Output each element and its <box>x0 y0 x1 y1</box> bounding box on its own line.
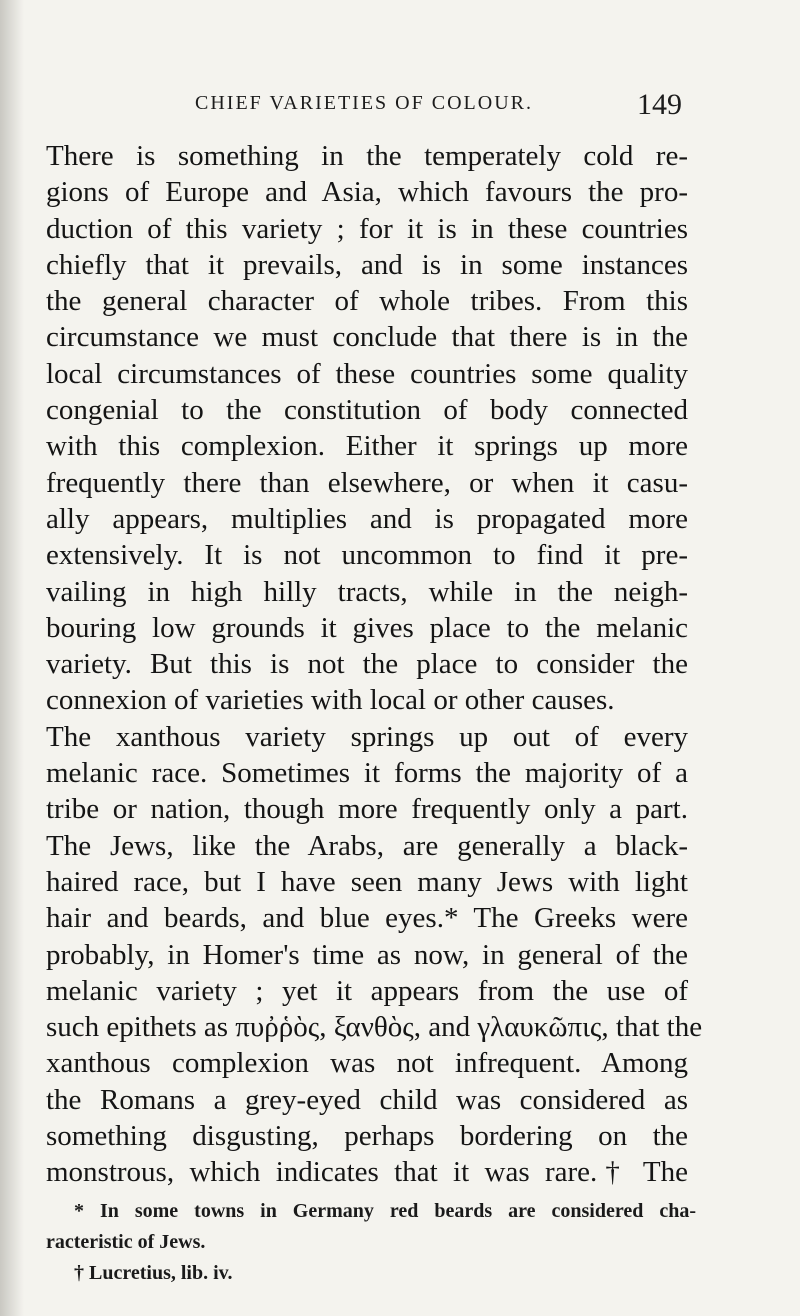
text-line: melanic variety ; yet it appears from the use of <box>46 974 688 1007</box>
text-line: extensively. It is not uncommon to find it pre- <box>46 539 688 572</box>
running-title: CHIEF VARIETIES OF COLOUR. <box>195 92 533 114</box>
text-line: melanic race. Sometimes it forms the majority of a <box>46 757 688 790</box>
text-line: bouring low grounds it gives place to the melanic <box>46 611 688 644</box>
page-number: 149 <box>637 88 682 121</box>
body-text <box>46 138 703 1191</box>
text-line: haired race, but I have seen many Jews with light <box>46 865 688 898</box>
text-line: frequently there than elsewhere, or when it casu- <box>46 466 688 499</box>
text-line: xanthous complexion was not infrequent. Among <box>46 1047 688 1080</box>
text-line: chiefly that it prevails, and is in some instances <box>46 248 688 281</box>
text-line: circumstance we must conclude that there is in the <box>46 321 688 354</box>
text-line: There is something in the temperately cold re- <box>46 140 688 172</box>
footnote-line: * In some towns in Germany red beards are considered cha- <box>74 1200 696 1222</box>
text-line: connexion of varieties with local or other causes. <box>46 684 615 717</box>
text-line: the Romans a grey-eyed child was considered as <box>46 1083 688 1116</box>
text-line: congenial to the constitution of body connected <box>46 394 688 427</box>
text-line: The xanthous variety springs up out of every <box>46 720 688 753</box>
text-line: the general character of whole tribes. From this <box>46 285 688 318</box>
footnote-line: racteristic of Jews. <box>46 1231 206 1253</box>
text-line: something disgusting, perhaps bordering on the <box>46 1120 688 1153</box>
text-line: gions of Europe and Asia, which favours the pro- <box>46 176 688 209</box>
text-line: such epithets as πυῤῥὸς, ξανθὸς, and γλαυκῶπις, that the <box>46 1011 703 1044</box>
text-line: hair and beards, and blue eyes.* The Greeks were <box>46 902 688 935</box>
text-line: vailing in high hilly tracts, while in the neigh- <box>46 575 688 608</box>
text-line: with this complexion. Either it springs up more <box>46 430 688 463</box>
text-line: local circumstances of these countries some quality <box>46 357 688 390</box>
text-line: probably, in Homer's time as now, in general of the <box>46 938 688 971</box>
footnotes <box>46 1196 696 1289</box>
text-line: monstrous, which indicates that it was rare.† The <box>46 1156 688 1189</box>
text-line: The Jews, like the Arabs, are generally a black- <box>46 829 688 862</box>
text-line: duction of this variety ; for it is in these countries <box>46 212 688 245</box>
footnote-line: † Lucretius, lib. iv. <box>74 1262 233 1284</box>
text-line: tribe or nation, though more frequently only a part. <box>46 793 688 826</box>
text-line: variety. But this is not the place to consider the <box>46 648 688 681</box>
gutter-shadow <box>0 0 24 1316</box>
text-line: ally appears, multiplies and is propagated more <box>46 502 688 535</box>
